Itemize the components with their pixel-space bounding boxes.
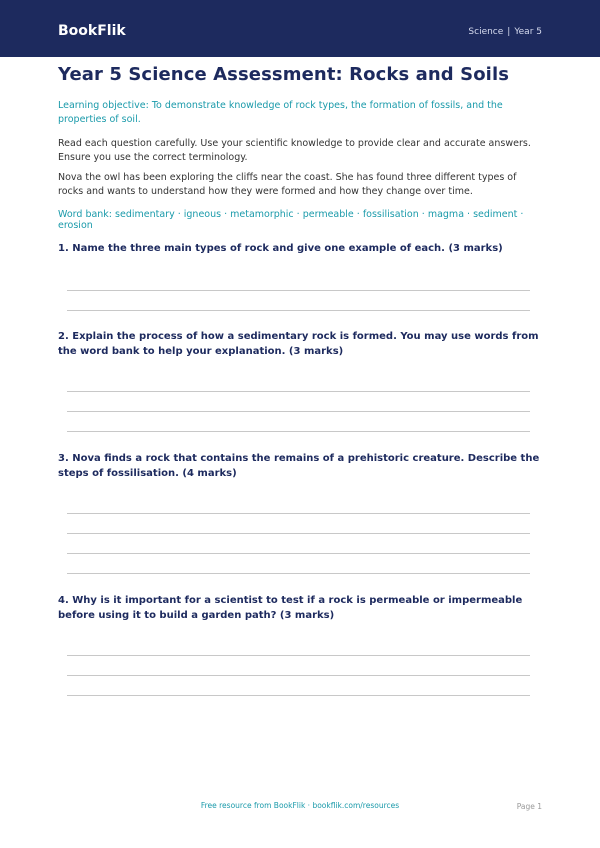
meta-separator: |	[507, 27, 511, 37]
answer-line[interactable]	[67, 655, 530, 656]
learning-objective: Learning objective: To demonstrate knowledge of rock types, the formation of fossils, and the properties of soil.	[58, 100, 503, 125]
answer-line[interactable]	[67, 553, 530, 554]
answer-line[interactable]	[67, 695, 530, 696]
answer-line[interactable]	[67, 310, 530, 311]
footer-link[interactable]: Free resource from BookFlik · bookflik.com/resources	[200, 801, 400, 810]
question-3: 3. Nova finds a rock that contains the remains of a prehistoric creature. Describe the steps of fossilisation. (4 marks)	[58, 453, 540, 479]
answer-line[interactable]	[67, 290, 530, 291]
answer-line[interactable]	[67, 675, 530, 676]
page-header	[0, 0, 600, 57]
page-title: Year 5 Science Assessment: Rocks and Soils	[58, 64, 510, 85]
scenario-text: Nova the owl has been exploring the cliffs near the coast. She has found three different types of rocks and wants to understand how they were formed and how they change over time.	[58, 172, 517, 197]
answer-line[interactable]	[67, 411, 530, 412]
answer-line[interactable]	[67, 391, 530, 392]
brand-logo[interactable]: BookFlik	[58, 23, 126, 39]
answer-line[interactable]	[67, 573, 530, 574]
answer-line[interactable]	[67, 431, 530, 432]
subject-label: Science	[468, 27, 504, 37]
page-number: Page 1	[516, 802, 542, 811]
header-meta	[468, 27, 542, 37]
question-1: 1. Name the three main types of rock and give one example of each. (3 marks)	[58, 243, 503, 254]
answer-line[interactable]	[67, 513, 530, 514]
question-4: 4. Why is it important for a scientist to test if a rock is permeable or impermeable before using it to build a garden path? (3 marks)	[58, 595, 523, 621]
year-label: Year 5	[514, 27, 542, 37]
word-bank: Word bank: sedimentary · igneous · metamorphic · permeable · fossilisation · magma · sediment · erosion	[58, 209, 524, 231]
answer-line[interactable]	[67, 533, 530, 534]
question-2: 2. Explain the process of how a sedimentary rock is formed. You may use words from the word bank to help your explanation. (3 marks)	[58, 331, 539, 357]
instructions-text: Read each question carefully. Use your scientific knowledge to provide clear and accurate answers. Ensure you use the correct terminology.	[58, 138, 531, 163]
